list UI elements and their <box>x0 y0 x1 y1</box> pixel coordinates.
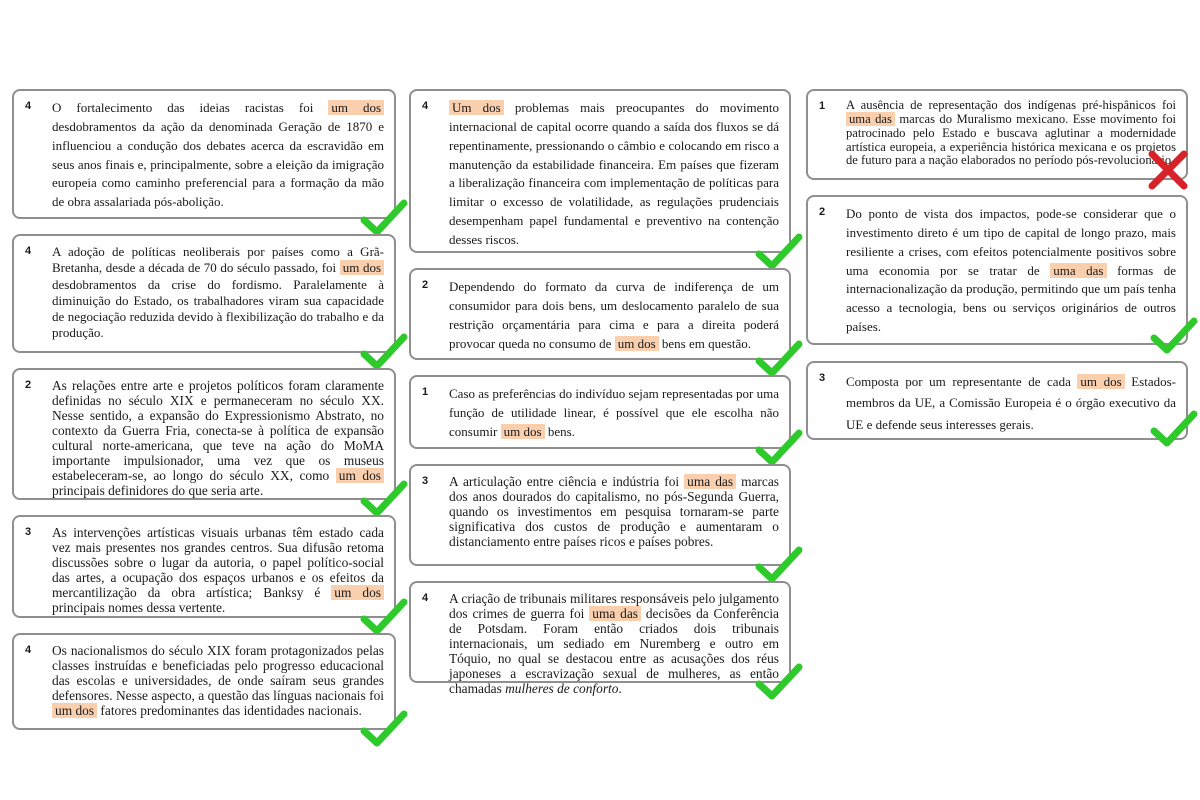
check-icon <box>1150 313 1198 357</box>
statement-text: Os nacionalismos do século XIX foram protagonizados pelas classes instruídas e beneficiadas pelo progresso educacional das escolas e universidades, de onde saíram seus grandes defensores. Nesse aspecto, a questão das línguas nacionais foi um dos fatores predominantes das identidades nacionais. <box>52 643 384 718</box>
statement-card <box>12 515 396 618</box>
item-number: 2 <box>819 206 826 218</box>
highlight: um dos <box>615 336 659 351</box>
highlight: uma das <box>589 606 641 621</box>
statement-text: Composta por um representante de cada um dos Estados-membros da UE, a Comissão Europeia é o órgão executivo da UE e defende seus interesses gerais. <box>846 374 1176 432</box>
highlight: um dos <box>336 468 384 483</box>
item-number: 3 <box>25 526 32 538</box>
item-number: 4 <box>25 644 32 656</box>
highlight: um dos <box>501 424 545 439</box>
statement-card <box>409 268 791 360</box>
item-number: 3 <box>422 475 429 487</box>
statement-text: A ausência de representação dos indígenas pré-hispânicos foi uma das marcas do Muralismo mexicano. Esse movimento foi patrocinado pelo Estado e buscava aglutinar a modernidade artística europeia, a experiência histórica mexicana e os projetos de futuro para a nação elaborados no período pós-revolucionário. <box>846 98 1176 168</box>
item-number: 4 <box>422 100 429 112</box>
check-icon <box>360 195 408 239</box>
item-number: 3 <box>819 372 826 384</box>
check-icon <box>1150 406 1198 450</box>
check-icon <box>755 659 803 703</box>
cross-icon <box>1146 148 1190 192</box>
check-icon <box>360 329 408 373</box>
highlight: um dos <box>1077 374 1124 389</box>
statement-text: O fortalecimento das ideias racistas foi um dos desdobramentos da ação da denominada Geração de 1870 e influenciou a condução dos debates acerca da escravidão em seus anos finais e, principalmente, sobre a eleição da imigração europeia como caminho preferencial para a formação da mão de obra assalariada pós-abolição. <box>52 100 384 210</box>
check-icon <box>755 425 803 469</box>
statement-text: Dependendo do formato da curva de indiferença de um consumidor para dois bens, um deslocamento paralelo de sua restrição orçamentária para cima e para a direita poderá provocar queda no consumo de um dos bens em questão. <box>449 279 779 351</box>
statement-text: As relações entre arte e projetos políticos foram claramente definidas no século XIX e permaneceram no século XX. Nesse sentido, a expansão do Expressionismo Abstrato, no contexto da Guerra Fria, conecta-se à política de expansão cultural norte-americana, que teve na ação do MoMA importante impulsionador, uma vez que os museus estabeleceram-se, ao longo do século XX, como um dos principais definidores do que seria arte. <box>52 378 384 498</box>
item-number: 1 <box>819 100 826 112</box>
highlight: um dos <box>52 703 97 718</box>
highlight: um dos <box>331 585 384 600</box>
check-icon <box>360 594 408 638</box>
statement-card <box>12 633 396 730</box>
statement-card <box>12 234 396 353</box>
statement-card <box>409 89 791 253</box>
statement-text: A adoção de políticas neoliberais por países como a Grã-Bretanha, desde a década de 70 do século passado, foi um dos desdobramentos da crise do fordismo. Paralelamente à diminuição do Estado, os trabalhadores viram sua capacidade de negociação reduzida devido à flexibilização do trabalho e da produção. <box>52 244 384 341</box>
highlight: um dos <box>340 260 384 275</box>
highlight: uma das <box>846 112 895 126</box>
statement-card <box>409 464 791 566</box>
item-number: 1 <box>422 386 429 398</box>
highlight: uma das <box>684 474 736 489</box>
statement-card <box>12 368 396 500</box>
statement-card <box>806 195 1188 345</box>
item-number: 4 <box>25 100 32 112</box>
check-icon <box>755 336 803 380</box>
highlight: um dos <box>328 100 384 115</box>
highlight: Um dos <box>449 100 504 115</box>
statement-card <box>409 375 791 449</box>
statement-text: Do ponto de vista dos impactos, pode-se considerar que o investimento direto é um tipo de capital de longo prazo, mais resiliente a crises, com efeitos potencialmente positivos sobre uma economia por se tratar de uma das formas de internacionalização da produção, permitindo que um país tenha acesso a tecnologia, bens ou serviços originários de outros países. <box>846 206 1177 335</box>
item-number: 2 <box>25 379 32 391</box>
statement-text: Um dos problemas mais preocupantes do movimento internacional de capital ocorre quando a saída dos fluxos se dá repentinamente, pressionando o câmbio e colocando em risco a manutenção da estabilidade financeira. Em países que fizeram a liberalização financeira com implementação de políticas para limitar o excesso de volatilidade, as regulações prudenciais desempenham papel fundamental e preventivo na contenção desses riscos. <box>449 100 779 247</box>
check-icon <box>360 706 408 750</box>
statement-card <box>806 89 1188 180</box>
check-icon <box>360 476 408 520</box>
statement-card <box>12 89 396 219</box>
statement-card <box>409 581 791 696</box>
highlight: uma das <box>1050 263 1106 278</box>
check-icon <box>755 542 803 586</box>
statement-text: As intervenções artísticas visuais urbanas têm estado cada vez mais presentes nos grandes centros. Sua difusão retoma discussões sobre o lugar da autoria, o papel político-social das artes, a ocupação dos espaços urbanos e os efeitos da mercantilização da obra artística; Banksy é um dos principais nomes dessa vertente. <box>52 525 384 615</box>
check-icon <box>755 229 803 273</box>
item-number: 2 <box>422 279 429 291</box>
statement-text: A articulação entre ciência e indústria foi uma das marcas dos anos dourados do capitalismo, no pós-Segunda Guerra, quando os investimentos em pesquisa tornaram-se parte significativa dos custos de produção e aumentaram o distanciamento entre países ricos e países pobres. <box>449 474 779 549</box>
statement-text: Caso as preferências do indivíduo sejam representadas por uma função de utilidade linear, é possível que ele escolha não consumir um dos bens. <box>449 386 779 439</box>
item-number: 4 <box>25 245 32 257</box>
statement-card <box>806 361 1188 440</box>
item-number: 4 <box>422 592 429 604</box>
statement-text: A criação de tribunais militares responsáveis pelo julgamento dos crimes de guerra foi uma das decisões da Conferência de Potsdam. Foram então criados dois tribunais internacionais, um sediado em Nuremberg e outro em Tóquio, no qual se destacou entre as acusações dos réus japoneses a escravização sexual de mulheres, as então chamadas mulheres de conforto. <box>449 591 779 696</box>
